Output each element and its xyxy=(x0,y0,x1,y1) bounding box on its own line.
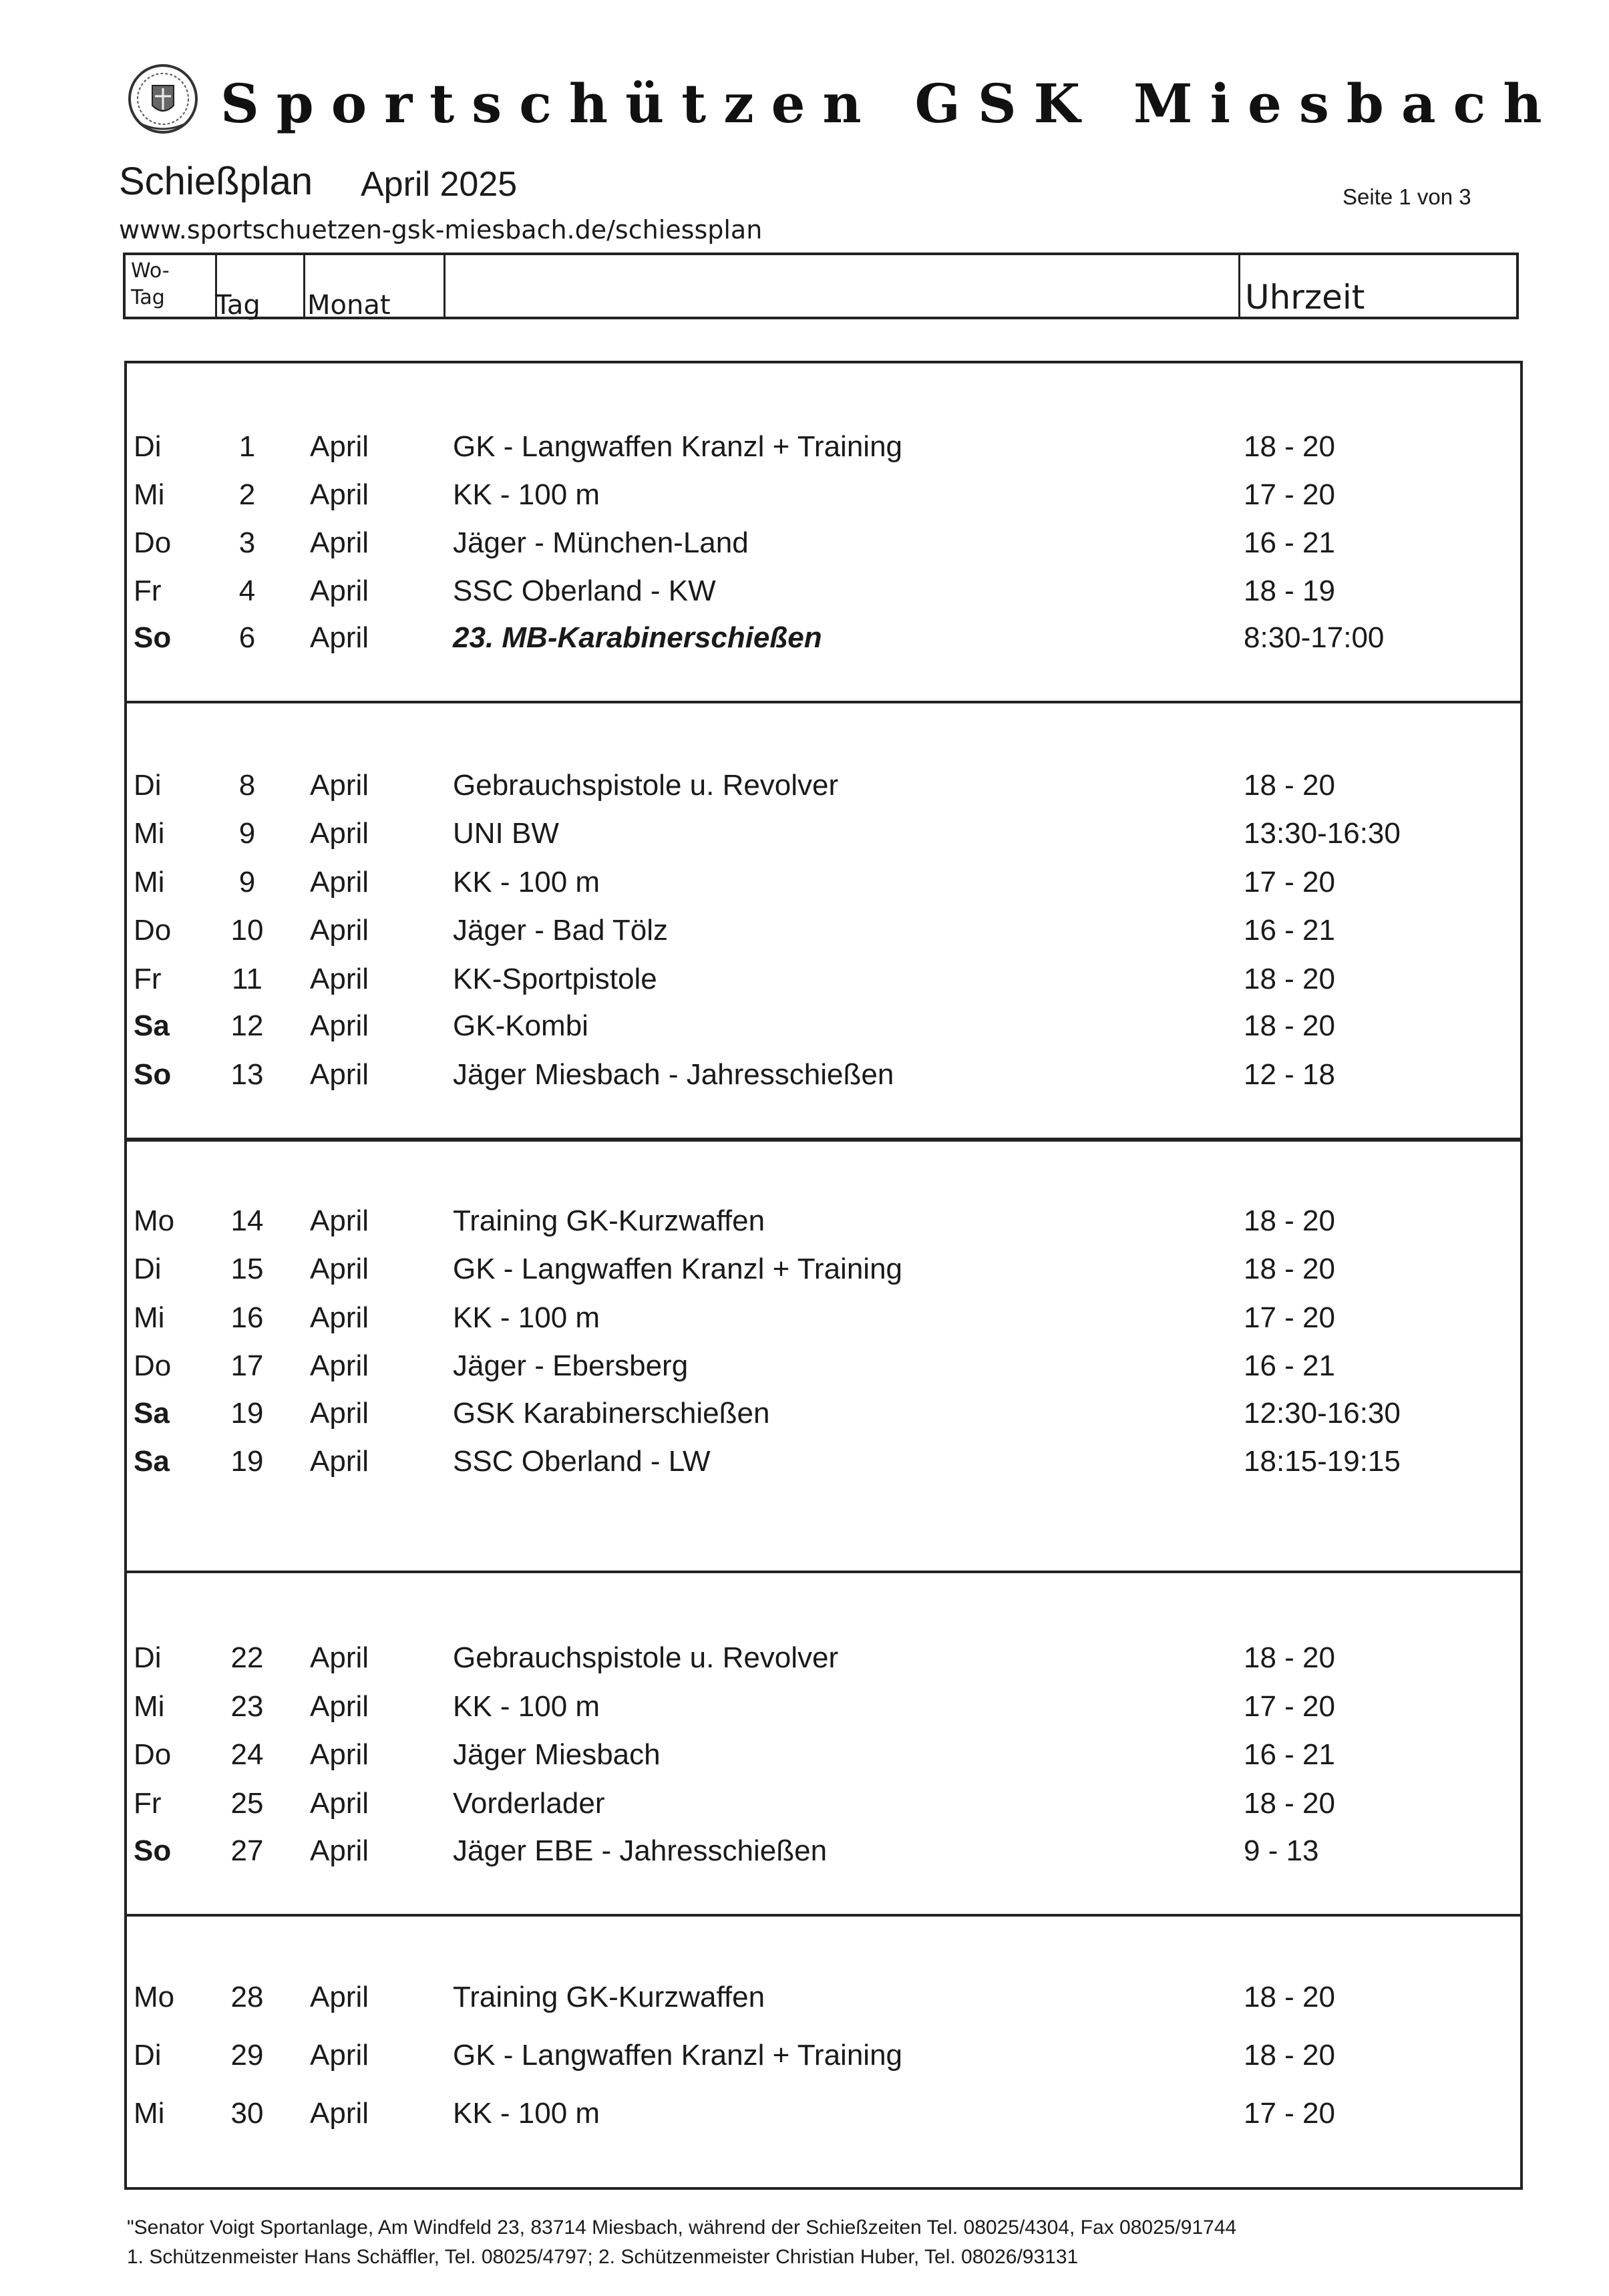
weekday: Do xyxy=(134,1738,172,1771)
schedule-row xyxy=(127,817,1520,857)
website-url: www.sportschuetzen-gsk-miesbach.de/schiessplan xyxy=(119,215,763,244)
time: 18 - 20 xyxy=(1244,1641,1335,1674)
week-block xyxy=(124,1571,1523,1917)
weekday: Di xyxy=(134,2039,162,2072)
day-number: 28 xyxy=(230,1981,264,2013)
column-divider xyxy=(1238,255,1240,317)
time: 16 - 21 xyxy=(1244,526,1335,559)
schedule-row xyxy=(127,1253,1520,1293)
event: GSK Karabinerschießen xyxy=(453,1397,770,1430)
schedule-row xyxy=(127,2097,1520,2137)
time: 8:30-17:00 xyxy=(1244,621,1385,654)
weekday: Di xyxy=(134,430,162,463)
weekday: Do xyxy=(134,914,172,947)
day-number: 10 xyxy=(230,914,264,947)
weekday: Mi xyxy=(134,1301,165,1334)
month: April xyxy=(310,1058,369,1091)
event: SSC Oberland - LW xyxy=(453,1445,711,1478)
schedule-row xyxy=(127,621,1520,661)
month: April xyxy=(310,430,369,463)
time: 12 - 18 xyxy=(1244,1058,1335,1091)
event: KK-Sportpistole xyxy=(453,963,657,995)
event: Gebrauchspistole u. Revolver xyxy=(453,769,839,802)
weekday: Do xyxy=(134,1349,172,1382)
month: April xyxy=(310,2039,369,2072)
weekday: Fr xyxy=(134,575,162,607)
time: 18 - 20 xyxy=(1244,769,1335,802)
weekday: Sa xyxy=(134,1009,170,1042)
event: Training GK-Kurzwaffen xyxy=(453,1981,765,2013)
month: April xyxy=(310,1009,369,1042)
month: April xyxy=(310,817,369,850)
event: GK - Langwaffen Kranzl + Training xyxy=(453,1253,903,1285)
month: April xyxy=(310,1349,369,1382)
schedule-row xyxy=(127,478,1520,518)
schedule-row xyxy=(127,1301,1520,1341)
day-number: 17 xyxy=(230,1349,264,1382)
schedule-row xyxy=(127,963,1520,1003)
day-number: 9 xyxy=(238,817,256,850)
event: Jäger EBE - Jahresschießen xyxy=(453,1834,828,1867)
column-header-month: Monat xyxy=(307,290,391,321)
column-divider xyxy=(443,255,445,317)
day-number: 19 xyxy=(230,1397,264,1430)
schedule-row xyxy=(127,430,1520,470)
weekday: Mi xyxy=(134,478,165,511)
event: GK-Kombi xyxy=(453,1009,588,1042)
week-block xyxy=(124,701,1523,1142)
time: 18 - 20 xyxy=(1244,1787,1335,1820)
schedule-row xyxy=(127,1738,1520,1778)
weekday: Di xyxy=(134,1641,162,1674)
event: Jäger Miesbach - Jahresschießen xyxy=(453,1058,894,1091)
day-number: 25 xyxy=(230,1787,264,1820)
weekday: Di xyxy=(134,1253,162,1285)
event: KK - 100 m xyxy=(453,2097,600,2130)
month: April xyxy=(310,1738,369,1771)
page-title-month: April 2025 xyxy=(361,165,518,204)
schedule-row xyxy=(127,2039,1520,2079)
day-number: 23 xyxy=(230,1690,264,1723)
weekday: Mo xyxy=(134,1981,175,2013)
day-number: 14 xyxy=(230,1204,264,1237)
weekday: Mo xyxy=(134,1204,175,1237)
club-emblem-icon xyxy=(126,61,200,136)
time: 9 - 13 xyxy=(1244,1834,1319,1867)
event: KK - 100 m xyxy=(453,478,600,511)
month: April xyxy=(310,526,369,559)
weekday: So xyxy=(134,1834,172,1867)
time: 17 - 20 xyxy=(1244,866,1335,898)
event: SSC Oberland - KW xyxy=(453,575,716,607)
day-number: 8 xyxy=(238,769,256,802)
day-number: 24 xyxy=(230,1738,264,1771)
time: 12:30-16:30 xyxy=(1244,1397,1401,1430)
club-name-banner: Sportschützen GSK Miesbach xyxy=(220,72,1560,135)
weekday: Do xyxy=(134,526,172,559)
day-number: 2 xyxy=(238,478,256,511)
weekday: Mi xyxy=(134,2097,165,2130)
event: 23. MB-Karabinerschießen xyxy=(453,621,822,654)
weekday: Mi xyxy=(134,1690,165,1723)
weekday: So xyxy=(134,621,172,654)
time: 16 - 21 xyxy=(1244,1738,1335,1771)
day-number: 19 xyxy=(230,1445,264,1478)
month: April xyxy=(310,621,369,654)
schedule-row xyxy=(127,1204,1520,1245)
time: 16 - 21 xyxy=(1244,1349,1335,1382)
schedule-row xyxy=(127,575,1520,615)
day-number: 30 xyxy=(230,2097,264,2130)
day-number: 27 xyxy=(230,1834,264,1867)
month: April xyxy=(310,1301,369,1334)
day-number: 11 xyxy=(232,963,262,995)
time: 17 - 20 xyxy=(1244,2097,1335,2130)
schedule-row xyxy=(127,1787,1520,1827)
day-number: 22 xyxy=(230,1641,264,1674)
day-number: 13 xyxy=(230,1058,264,1091)
weekday: Mi xyxy=(134,817,165,850)
time: 18 - 20 xyxy=(1244,1009,1335,1042)
schedule-row xyxy=(127,1397,1520,1437)
column-header-day: Tag xyxy=(215,290,260,321)
schedule-row xyxy=(127,1981,1520,2021)
event: Jäger - Bad Tölz xyxy=(453,914,669,947)
month: April xyxy=(310,1253,369,1285)
event: Training GK-Kurzwaffen xyxy=(453,1204,765,1237)
month: April xyxy=(310,914,369,947)
day-number: 3 xyxy=(238,526,256,559)
page-number: Seite 1 von 3 xyxy=(1343,184,1471,209)
time: 16 - 21 xyxy=(1244,914,1335,947)
event: KK - 100 m xyxy=(453,866,600,898)
event: UNI BW xyxy=(453,817,559,850)
weekday: Sa xyxy=(134,1445,170,1478)
month: April xyxy=(310,1204,369,1237)
month: April xyxy=(310,1834,369,1867)
month: April xyxy=(310,1641,369,1674)
time: 18:15-19:15 xyxy=(1244,1445,1401,1478)
time: 18 - 20 xyxy=(1244,963,1335,995)
schedule-row xyxy=(127,866,1520,906)
time: 18 - 20 xyxy=(1244,1253,1335,1285)
column-header-weekday: Wo- Tag xyxy=(131,259,170,309)
schedule-row xyxy=(127,769,1520,809)
event: GK - Langwaffen Kranzl + Training xyxy=(453,2039,903,2072)
footer-contacts: 1. Schützenmeister Hans Schäffler, Tel. 08025/4797; 2. Schützenmeister Christian Huber, Tel. 08026/93131 xyxy=(127,2246,1079,2268)
schedule-row xyxy=(127,1690,1520,1730)
day-number: 6 xyxy=(238,621,256,654)
time: 17 - 20 xyxy=(1244,478,1335,511)
schedule-row xyxy=(127,1834,1520,1874)
schedule-row xyxy=(127,1058,1520,1098)
weekday: Fr xyxy=(134,1787,162,1820)
day-number: 15 xyxy=(230,1253,264,1285)
time: 18 - 20 xyxy=(1244,1981,1335,2013)
weekday: Sa xyxy=(134,1397,170,1430)
month: April xyxy=(310,1981,369,2013)
schedule-row xyxy=(127,1641,1520,1681)
time: 17 - 20 xyxy=(1244,1690,1335,1723)
day-number: 9 xyxy=(238,866,256,898)
month: April xyxy=(310,963,369,995)
day-number: 29 xyxy=(230,2039,264,2072)
schedule-row xyxy=(127,526,1520,566)
day-number: 12 xyxy=(230,1009,264,1042)
day-number: 16 xyxy=(230,1301,264,1334)
month: April xyxy=(310,1690,369,1723)
month: April xyxy=(310,1397,369,1430)
day-number: 4 xyxy=(238,575,256,607)
time: 17 - 20 xyxy=(1244,1301,1335,1334)
column-header xyxy=(123,253,1519,319)
event: Jäger Miesbach xyxy=(453,1738,661,1771)
schedule-row xyxy=(127,1349,1520,1389)
week-block xyxy=(124,361,1523,703)
schedule-row xyxy=(127,1445,1520,1485)
week-block xyxy=(124,1914,1523,2190)
page-title: Schießplan xyxy=(119,160,313,203)
event: Jäger - Ebersberg xyxy=(453,1349,689,1382)
schedule-row xyxy=(127,1009,1520,1049)
month: April xyxy=(310,2097,369,2130)
week-block xyxy=(124,1138,1523,1573)
weekday: Fr xyxy=(134,963,162,995)
event: GK - Langwaffen Kranzl + Training xyxy=(453,430,903,463)
event: KK - 100 m xyxy=(453,1690,600,1723)
weekday: So xyxy=(134,1058,172,1091)
time: 18 - 20 xyxy=(1244,1204,1335,1237)
month: April xyxy=(310,1787,369,1820)
event: Gebrauchspistole u. Revolver xyxy=(453,1641,839,1674)
weekday: Mi xyxy=(134,866,165,898)
schedule-row xyxy=(127,914,1520,954)
time: 18 - 19 xyxy=(1244,575,1335,607)
event: Vorderlader xyxy=(453,1787,605,1820)
weekday: Di xyxy=(134,769,162,802)
column-divider xyxy=(303,255,305,317)
event: Jäger - München-Land xyxy=(453,526,749,559)
time: 18 - 20 xyxy=(1244,2039,1335,2072)
footer-address: "Senator Voigt Sportanlage, Am Windfeld 23, 83714 Miesbach, während der Schießzeiten Tel. 08025/4304, Fax 08025/91744 xyxy=(127,2217,1237,2239)
time: 18 - 20 xyxy=(1244,430,1335,463)
day-number: 1 xyxy=(238,430,256,463)
column-header-time: Uhrzeit xyxy=(1245,278,1365,317)
month: April xyxy=(310,769,369,802)
month: April xyxy=(310,866,369,898)
event: KK - 100 m xyxy=(453,1301,600,1334)
month: April xyxy=(310,1445,369,1478)
month: April xyxy=(310,575,369,607)
time: 13:30-16:30 xyxy=(1244,817,1401,850)
month: April xyxy=(310,478,369,511)
